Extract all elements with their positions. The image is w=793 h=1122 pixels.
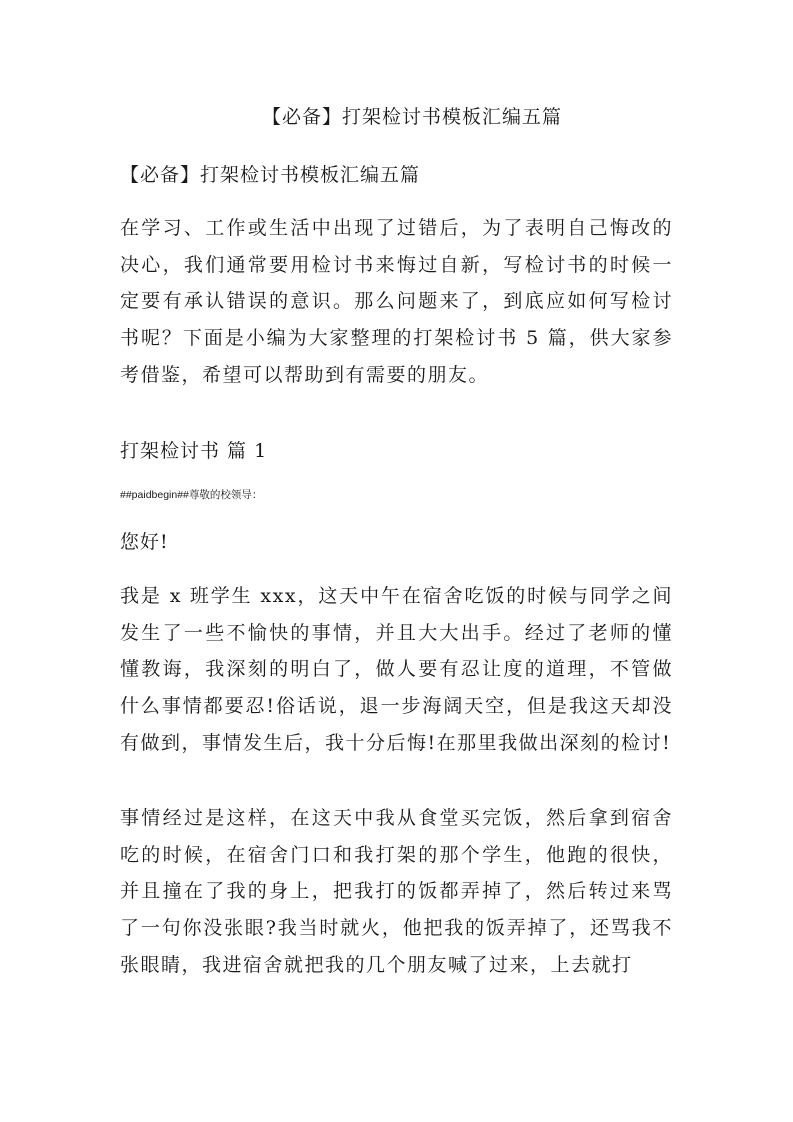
document-subtitle: 【必备】打架检讨书模板汇编五篇 bbox=[120, 164, 421, 186]
intro-paragraph: 在学习、工作或生活中出现了过错后，为了表明自己悔改的决心，我们通常要用检讨书来悔过自新，写检讨书的时候一定要有承认错误的意识。那么问题来了，到底应如何写检讨书呢？下面是小编为大家整理的打架检讨书 5 篇，供大家参考借鉴，希望可以帮助到有需要的朋友。 bbox=[120, 217, 673, 386]
section-heading: 打架检讨书 篇 1 bbox=[120, 440, 268, 462]
body-paragraph-2: 事情经过是这样，在这天中我从食堂买完饭，然后拿到宿舍吃的时候，在宿舍门口和我打架的那个学生，他跑的很快，并且撞在了我的身上，把我打的饭都弄掉了，然后转过来骂了一句你没张眼?我当时就火，他把我的饭弄掉了，还骂我不张眼睛，我进宿舍就把我的几个朋友喊了过来，上去就打 bbox=[120, 807, 673, 976]
greeting: 您好! bbox=[120, 531, 169, 553]
body-paragraph-1: 我是 x 班学生 xxx，这天中午在宿舍吃饭的时候与同学之间发生了一些不愉快的事情，并且大大出手。经过了老师的懂懂教诲，我深刻的明白了，做人要有忍让度的道理，不管做什么事情都要忍!俗话说，退一步海阔天空，但是我这天却没有做到，事情发生后，我十分后悔!在那里我做出深刻的检讨! bbox=[120, 585, 673, 754]
document-title: 【必备】打架检讨书模板汇编五篇 bbox=[262, 106, 563, 128]
salutation-line: ##paidbegin##尊敬的校领导： bbox=[120, 489, 263, 501]
